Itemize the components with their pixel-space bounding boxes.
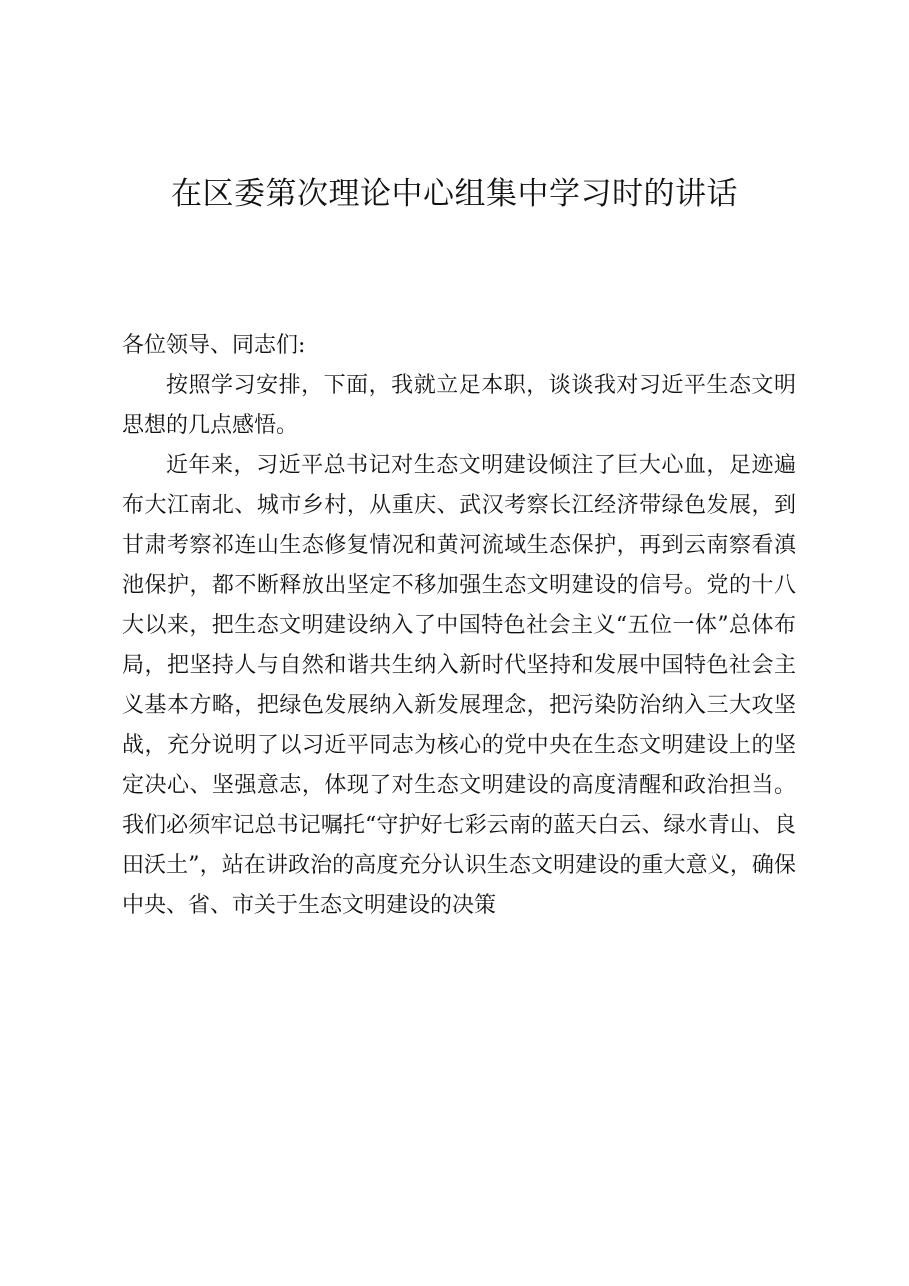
salutation: 各位领导、同志们:	[122, 333, 306, 358]
paragraph-1: 按照学习安排，下面，我就立足本职，谈谈我对习近平生态文明思想的几点感悟。	[122, 373, 796, 438]
document-title: 在区委第次理论中心组集中学习时的讲话	[171, 176, 738, 212]
document-body	[122, 326, 796, 926]
paragraph-2: 近年来，习近平总书记对生态文明建设倾注了巨大心血，足迹遍布大江南北、城市乡村，从重庆、武汉考察长江经济带绿色发展，到甘肃考察祁连山生态修复情况和黄河流域生态保护，再到云南察看滇池保护，都不断释放出坚定不移加强生态文明建设的信号。党的十八大以来，把生态文明建设纳入了中国特色社会主义“五位一体”总体布局，把坚持人与自然和谐共生纳入新时代坚持和发展中国特色社会主义基本方略，把绿色发展纳入新发展理念，把污染防治纳入三大攻坚战，充分说明了以习近平同志为核心的党中央在生态文明建设上的坚定决心、坚强意志，体现了对生态文明建设的高度清醒和政治担当。我们必须牢记总书记嘱托“守护好七彩云南的蓝天白云、绿水青山、良田沃土”，站在讲政治的高度充分认识生态文明建设的重大意义，确保中央、省、市关于生态文明建设的决策	[122, 453, 796, 918]
